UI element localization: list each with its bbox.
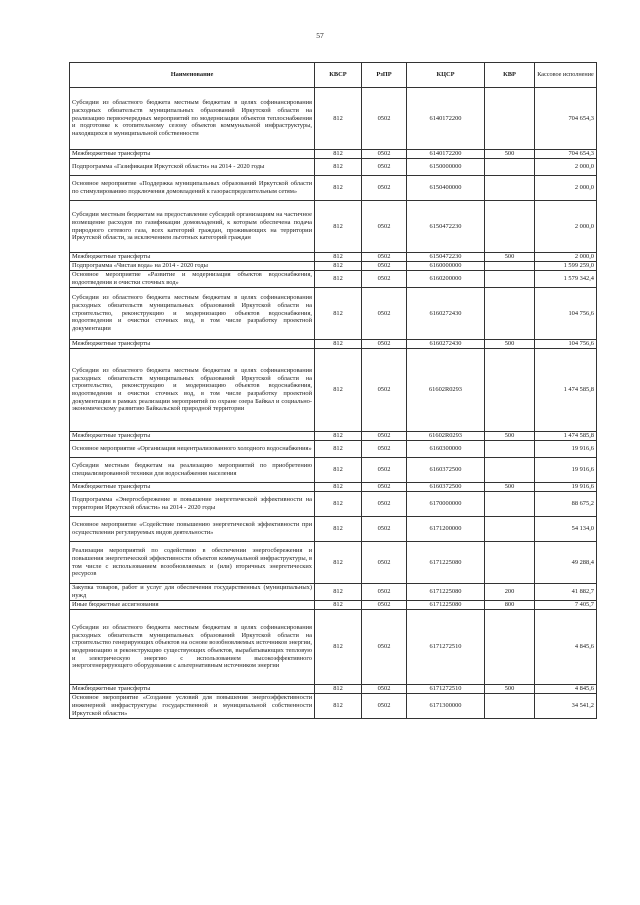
row-kvsr: 812	[315, 517, 362, 542]
table-row	[70, 201, 597, 253]
row-kcsr: 6160200000	[407, 271, 485, 288]
row-rzpr: 0502	[362, 349, 407, 432]
row-name: Субсидии из областного бюджета местным бюджетам в целях софинансирования расходных обязательств муниципальных образований Иркутской области на строительство, реконструкцию и модернизацию объектов водоснабжения, водоотведения и очистки сточных вод, в том числе разработку проектной документации в рамках реализации мероприятий по охране озера Байкал и социально-экономическому развитию Байкальской природной территории	[70, 349, 315, 432]
budget-table	[69, 62, 597, 719]
row-rzpr: 0502	[362, 694, 407, 719]
row-name: Межбюджетные трансферты	[70, 253, 315, 262]
row-kcsr: 6160272430	[407, 340, 485, 349]
row-name: Подпрограмма «Газификация Иркутской области» на 2014 - 2020 годы	[70, 159, 315, 176]
header-name: Наименование	[70, 63, 315, 88]
row-kcsr: 6171225080	[407, 601, 485, 610]
row-amount: 54 134,0	[535, 517, 597, 542]
row-kvr	[485, 458, 535, 483]
row-kvr	[485, 441, 535, 458]
row-kvr	[485, 694, 535, 719]
row-name: Реализация мероприятий по содействию в обеспечении энергосбережения и повышения энергетической эффективности объектов коммунальной инфраструктуры, в том числе с использованием возобновляемых и (или) вторичных энергетических ресурсов	[70, 542, 315, 584]
row-rzpr: 0502	[362, 288, 407, 340]
row-rzpr: 0502	[362, 150, 407, 159]
row-kcsr: 6160372500	[407, 483, 485, 492]
row-amount: 704 654,3	[535, 150, 597, 159]
row-kvr	[485, 88, 535, 150]
row-name: Субсидии из областного бюджета местным бюджетам в целях софинансирования расходных обязательств муниципальных образований Иркутской области на строительство генерирующих объектов на основе возобновляемых источников энергии, модернизацию и реконструкцию существующих объектов, вырабатывающих тепловую и электрическую энергию с использованием высокоэффективного энергогенерирующего оборудования с альтернативным источником энергии	[70, 610, 315, 685]
table-row	[70, 432, 597, 441]
table-row	[70, 458, 597, 483]
table-row	[70, 610, 597, 685]
row-kvsr: 812	[315, 610, 362, 685]
row-kcsr: 6150472230	[407, 253, 485, 262]
table-row	[70, 150, 597, 159]
row-amount: 704 654,3	[535, 88, 597, 150]
row-kcsr: 6171225080	[407, 584, 485, 601]
row-amount: 34 541,2	[535, 694, 597, 719]
row-name: Межбюджетные трансферты	[70, 340, 315, 349]
row-name: Подпрограмма «Энергосбережение и повышение энергетической эффективности на территории Иркутской области» на 2014 - 2020 годы	[70, 492, 315, 517]
row-kvr: 200	[485, 584, 535, 601]
row-amount: 2 000,0	[535, 253, 597, 262]
row-kvsr: 812	[315, 685, 362, 694]
row-rzpr: 0502	[362, 517, 407, 542]
row-name: Субсидии из областного бюджета местным бюджетам в целях софинансирования расходных обязательств муниципальных образований Иркутской области на строительство, реконструкцию и модернизацию объектов водоснабжения, водоотведения и очистки сточных вод, в том числе разработку проектной документации	[70, 288, 315, 340]
header-rzpr: РзПР	[362, 63, 407, 88]
row-kcsr: 6160300000	[407, 441, 485, 458]
table-row	[70, 441, 597, 458]
table-row	[70, 340, 597, 349]
row-name: Субсидии местным бюджетам на реализацию мероприятий по приобретению специализированной техники для водоснабжения населения	[70, 458, 315, 483]
row-name: Основное мероприятие «Организация нецентрализованного холодного водоснабжения»	[70, 441, 315, 458]
row-kvr	[485, 517, 535, 542]
row-amount: 19 916,6	[535, 483, 597, 492]
row-kvr: 500	[485, 483, 535, 492]
row-amount: 49 288,4	[535, 542, 597, 584]
row-amount: 4 845,6	[535, 610, 597, 685]
row-rzpr: 0502	[362, 271, 407, 288]
row-name: Основное мероприятие «Развитие и модернизация объектов водоснабжения, водоотведения и очистки сточных вод»	[70, 271, 315, 288]
row-kvsr: 812	[315, 441, 362, 458]
row-rzpr: 0502	[362, 601, 407, 610]
row-rzpr: 0502	[362, 483, 407, 492]
row-kcsr: 61602R0293	[407, 349, 485, 432]
row-kvr	[485, 159, 535, 176]
row-rzpr: 0502	[362, 159, 407, 176]
row-amount: 41 882,7	[535, 584, 597, 601]
row-kvr: 500	[485, 432, 535, 441]
row-kvsr: 812	[315, 150, 362, 159]
row-rzpr: 0502	[362, 584, 407, 601]
row-kcsr: 6160372500	[407, 458, 485, 483]
row-kvr: 800	[485, 601, 535, 610]
row-kcsr: 6170000000	[407, 492, 485, 517]
table-row	[70, 542, 597, 584]
header-kcsr: КЦСР	[407, 63, 485, 88]
table-row	[70, 159, 597, 176]
row-amount: 4 845,6	[535, 685, 597, 694]
row-amount: 2 000,0	[535, 201, 597, 253]
row-rzpr: 0502	[362, 441, 407, 458]
page-number: 57	[316, 31, 324, 40]
row-kvr: 500	[485, 253, 535, 262]
header-kvr: КВР	[485, 63, 535, 88]
row-kvr	[485, 288, 535, 340]
row-rzpr: 0502	[362, 262, 407, 271]
row-kvsr: 812	[315, 262, 362, 271]
row-rzpr: 0502	[362, 458, 407, 483]
row-kvsr: 812	[315, 201, 362, 253]
row-kcsr: 6171225080	[407, 542, 485, 584]
table-row	[70, 288, 597, 340]
table-row	[70, 601, 597, 610]
row-name: Подпрограмма «Чистая вода» на 2014 - 2020 годы	[70, 262, 315, 271]
row-name: Основное мероприятие «Создание условий для повышения энергоэффективности инженерной инфраструктуры государственной и муниципальной собственности Иркутской области»	[70, 694, 315, 719]
row-name: Закупка товаров, работ и услуг для обеспечения государственных (муниципальных) нужд	[70, 584, 315, 601]
table-row	[70, 685, 597, 694]
row-rzpr: 0502	[362, 610, 407, 685]
row-name: Основное мероприятие «Поддержка муниципальных образований Иркутской области по стимулированию подключения домовладений к газораспределительным сетям»	[70, 176, 315, 201]
row-rzpr: 0502	[362, 492, 407, 517]
row-kvr	[485, 610, 535, 685]
row-name: Субсидии из областного бюджета местным бюджетам в целях софинансирования расходных обязательств муниципальных образований Иркутской области на реализацию первоочередных мероприятий по модернизации объектов теплоснабжения и подготовке к отопительному сезону объектов коммунальной инфраструктуры, находящихся в муниципальной собственности	[70, 88, 315, 150]
table-row	[70, 483, 597, 492]
row-kvr	[485, 201, 535, 253]
table-row	[70, 262, 597, 271]
header-kvsr: КВСР	[315, 63, 362, 88]
table-row	[70, 694, 597, 719]
table-row	[70, 176, 597, 201]
row-kvr	[485, 176, 535, 201]
row-kvsr: 812	[315, 432, 362, 441]
row-name: Межбюджетные трансферты	[70, 483, 315, 492]
row-name: Межбюджетные трансферты	[70, 432, 315, 441]
row-rzpr: 0502	[362, 176, 407, 201]
row-rzpr: 0502	[362, 340, 407, 349]
row-kvsr: 812	[315, 271, 362, 288]
header-amount: Кассовое исполнение	[535, 63, 597, 88]
row-kvr	[485, 349, 535, 432]
row-kcsr: 6171272510	[407, 685, 485, 694]
row-kvr: 500	[485, 340, 535, 349]
row-kvsr: 812	[315, 492, 362, 517]
row-kcsr: 61602R0293	[407, 432, 485, 441]
row-name: Основное мероприятие «Содействие повышению энергетической эффективности при осуществлении регулируемых видов деятельности»	[70, 517, 315, 542]
row-kcsr: 6171300000	[407, 694, 485, 719]
row-kvr	[485, 262, 535, 271]
row-amount: 19 916,6	[535, 441, 597, 458]
row-kvsr: 812	[315, 288, 362, 340]
table-header-row	[70, 63, 597, 88]
row-amount: 2 000,0	[535, 176, 597, 201]
row-kvsr: 812	[315, 159, 362, 176]
row-rzpr: 0502	[362, 432, 407, 441]
row-kcsr: 6171200000	[407, 517, 485, 542]
table-row	[70, 517, 597, 542]
row-kvsr: 812	[315, 253, 362, 262]
row-rzpr: 0502	[362, 88, 407, 150]
row-kvr	[485, 271, 535, 288]
table-row	[70, 584, 597, 601]
row-rzpr: 0502	[362, 685, 407, 694]
table-body	[70, 88, 597, 719]
row-kvsr: 812	[315, 458, 362, 483]
row-kcsr: 6160272430	[407, 288, 485, 340]
row-name: Иные бюджетные ассигнования	[70, 601, 315, 610]
row-rzpr: 0502	[362, 201, 407, 253]
row-kvr	[485, 542, 535, 584]
row-name: Межбюджетные трансферты	[70, 685, 315, 694]
row-kcsr: 6171272510	[407, 610, 485, 685]
row-rzpr: 0502	[362, 542, 407, 584]
row-name: Межбюджетные трансферты	[70, 150, 315, 159]
table-row	[70, 253, 597, 262]
row-amount: 19 916,6	[535, 458, 597, 483]
row-name: Субсидии местным бюджетам на предоставление субсидий организациям на частичное возмещение расходов по газификации домовладений, к которым обеспечена подача природного сетевого газа, всех категорий граждан, проживающих на территории Иркутской области, за исключением льготных категорий граждан	[70, 201, 315, 253]
row-kvsr: 812	[315, 584, 362, 601]
row-kvr: 500	[485, 150, 535, 159]
row-kcsr: 6160000000	[407, 262, 485, 271]
row-amount: 104 756,6	[535, 288, 597, 340]
table-row	[70, 492, 597, 517]
row-amount: 1 474 585,8	[535, 432, 597, 441]
row-kvsr: 812	[315, 88, 362, 150]
row-kvsr: 812	[315, 176, 362, 201]
row-amount: 2 000,0	[535, 159, 597, 176]
row-kcsr: 6150000000	[407, 159, 485, 176]
row-kvr	[485, 492, 535, 517]
row-kcsr: 6150400000	[407, 176, 485, 201]
row-amount: 1 599 259,0	[535, 262, 597, 271]
row-amount: 7 405,7	[535, 601, 597, 610]
row-kvsr: 812	[315, 349, 362, 432]
table-row	[70, 88, 597, 150]
row-kcsr: 6140172200	[407, 150, 485, 159]
row-kvsr: 812	[315, 601, 362, 610]
row-amount: 88 675,2	[535, 492, 597, 517]
row-kcsr: 6140172200	[407, 88, 485, 150]
table-row	[70, 349, 597, 432]
row-rzpr: 0502	[362, 253, 407, 262]
row-kcsr: 6150472230	[407, 201, 485, 253]
row-kvr: 500	[485, 685, 535, 694]
row-amount: 104 756,6	[535, 340, 597, 349]
row-amount: 1 474 585,8	[535, 349, 597, 432]
table-row	[70, 271, 597, 288]
row-kvsr: 812	[315, 483, 362, 492]
row-kvsr: 812	[315, 542, 362, 584]
row-kvsr: 812	[315, 694, 362, 719]
row-kvsr: 812	[315, 340, 362, 349]
row-amount: 1 579 342,4	[535, 271, 597, 288]
